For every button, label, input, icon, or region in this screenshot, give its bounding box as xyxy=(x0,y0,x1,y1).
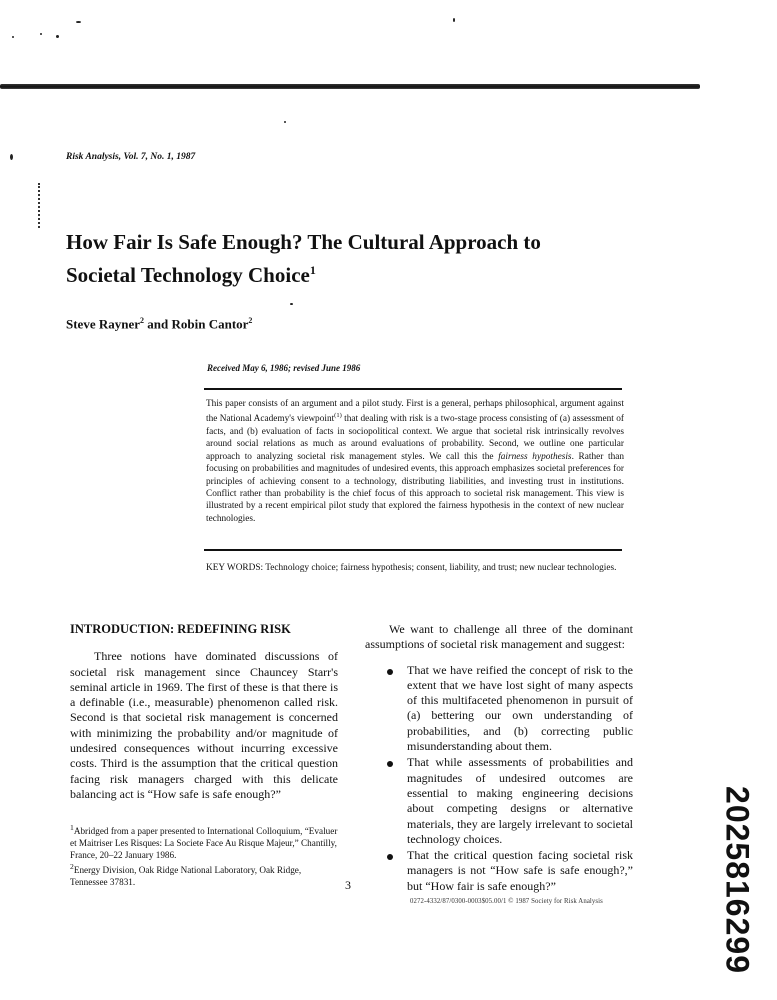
abstract-text: This paper consists of an argument and a pilot study. First is a general, perhaps philosophical, argument against the National Academy's viewpoint xyxy=(206,399,624,425)
bullet-item xyxy=(365,848,633,894)
author-name: Steve Rayner xyxy=(66,316,141,332)
footnote-text: Abridged from a paper presented to International Colloquium, “Evaluer et Maitriser Les Risques: La Societe Face Au Risque Majeur,” Chantilly, France, 20–22 January 1986. xyxy=(70,826,338,861)
document-id-stamp xyxy=(712,786,762,974)
scan-speck xyxy=(76,21,81,23)
bullet-item xyxy=(365,663,633,755)
abstract-emphasis: fairness hypothesis xyxy=(498,451,572,462)
received-date: Received May 6, 1986; revised June 1986 xyxy=(207,363,361,373)
footnote-text: Energy Division, Oak Ridge National Laboratory, Oak Ridge, Tennessee 37831. xyxy=(70,865,302,888)
abstract-top-rule xyxy=(204,388,622,390)
title-line-2: Societal Technology Choice xyxy=(66,263,310,287)
abstract-reference: (1) xyxy=(334,412,342,420)
author-footnote-mark: 2 xyxy=(140,316,145,325)
keywords xyxy=(206,562,624,574)
bullet-dot-icon xyxy=(387,854,393,860)
author-line xyxy=(66,316,252,332)
bullet-list xyxy=(365,663,633,894)
journal-citation: Risk Analysis, Vol. 7, No. 1, 1987 xyxy=(66,152,196,162)
scan-speck xyxy=(10,154,13,160)
abstract xyxy=(206,398,624,525)
footnotes xyxy=(70,822,338,888)
bullet-dot-icon xyxy=(387,669,393,675)
body-paragraph: Three notions have dominated discussions of societal risk management since Chauncey Starr's seminal article in 1969. The first of these is that there is a definable (i.e., measurable) phenomenon called risk. Second is that societal risk management is concerned with minimizing the probability and/or magnitude of undesired consequences without incurring excessive costs. Third is the assumption that the critical question facing risk managers charged with this delicate balancing act is “How safe is safe enough?” xyxy=(70,649,338,801)
scan-speck xyxy=(284,121,286,123)
scan-speck xyxy=(453,18,455,22)
author-name: Robin Cantor xyxy=(171,316,249,332)
bullet-text: That while assessments of probabilities and magnitudes of undesired outcomes are essential to making engineering decisions about competing designs or alternative materials, they are largely irrelevant to societal technology choices. xyxy=(407,755,633,846)
footnote xyxy=(70,822,338,861)
scan-margin-marks xyxy=(38,183,42,228)
footnote xyxy=(70,861,338,888)
author-conjunction: and xyxy=(144,316,172,332)
body-paragraph: We want to challenge all three of the dominant assumptions of societal risk management and suggest: xyxy=(365,622,633,652)
keywords-label: KEY WORDS: xyxy=(206,563,264,573)
title-line-1: How Fair Is Safe Enough? The Cultural Approach to xyxy=(66,230,541,254)
scan-speck xyxy=(290,303,293,305)
scan-speck xyxy=(40,33,42,35)
section-heading: INTRODUCTION: REDEFINING RISK xyxy=(70,622,291,636)
left-column xyxy=(70,622,338,888)
copyright-line: 0272-4332/87/0300-0003$05.00/1 © 1987 Society for Risk Analysis xyxy=(410,898,603,905)
right-column xyxy=(365,622,633,895)
keywords-text: Technology choice; fairness hypothesis; consent, liability, and trust; new nuclear technologies. xyxy=(263,563,617,573)
scan-speck xyxy=(56,35,59,38)
bullet-dot-icon xyxy=(387,761,393,767)
scan-speck xyxy=(12,36,14,38)
abstract-bottom-rule xyxy=(204,549,622,551)
bullet-text: That the critical question facing societal risk managers is not “How safe is safe enough?,” but “How fair is safe enough?” xyxy=(407,848,633,893)
abstract-text: that dealing with risk is a two-stage process consisting of (a) assessment of facts, and (b) evaluation of facts in sociopolitical context. We argue that societal risk intrinsically revolves around social relations as much as around evaluations of probability. Second, we outline one particular approach to analyzing societal risk management styles. We call this the xyxy=(206,414,624,462)
bullet-text: That we have reified the concept of risk to the extent that we have lost sight of many aspects of this multifaceted phenomenon in pursuit of (a) bettering our own understanding of probabilities, and (b) correcting public misunderstanding about them. xyxy=(407,662,633,754)
bullet-item xyxy=(365,755,633,847)
page-number: 3 xyxy=(345,878,351,892)
footnote-mark: 1 xyxy=(70,823,74,833)
footnote-mark: 2 xyxy=(70,862,74,872)
abstract-text: . Rather than focusing on probabilities and magnitudes of undesired events, this approach emphasizes societal preferences for principles of achieving consent to a technology, distributing liabilities, and investing trust in institutions. Conflict rather than probability is the chief focus of this approach to societal risk management. This view is illustrated by a recent empirical pilot study that explored the fairness hypothesis in the context of new nuclear technologies. xyxy=(206,451,624,524)
stamp-number: 2025816299 xyxy=(719,786,756,974)
scan-top-rule xyxy=(0,84,700,89)
article-title xyxy=(66,228,626,289)
title-footnote-mark: 1 xyxy=(309,263,316,277)
author-footnote-mark: 2 xyxy=(248,316,253,325)
